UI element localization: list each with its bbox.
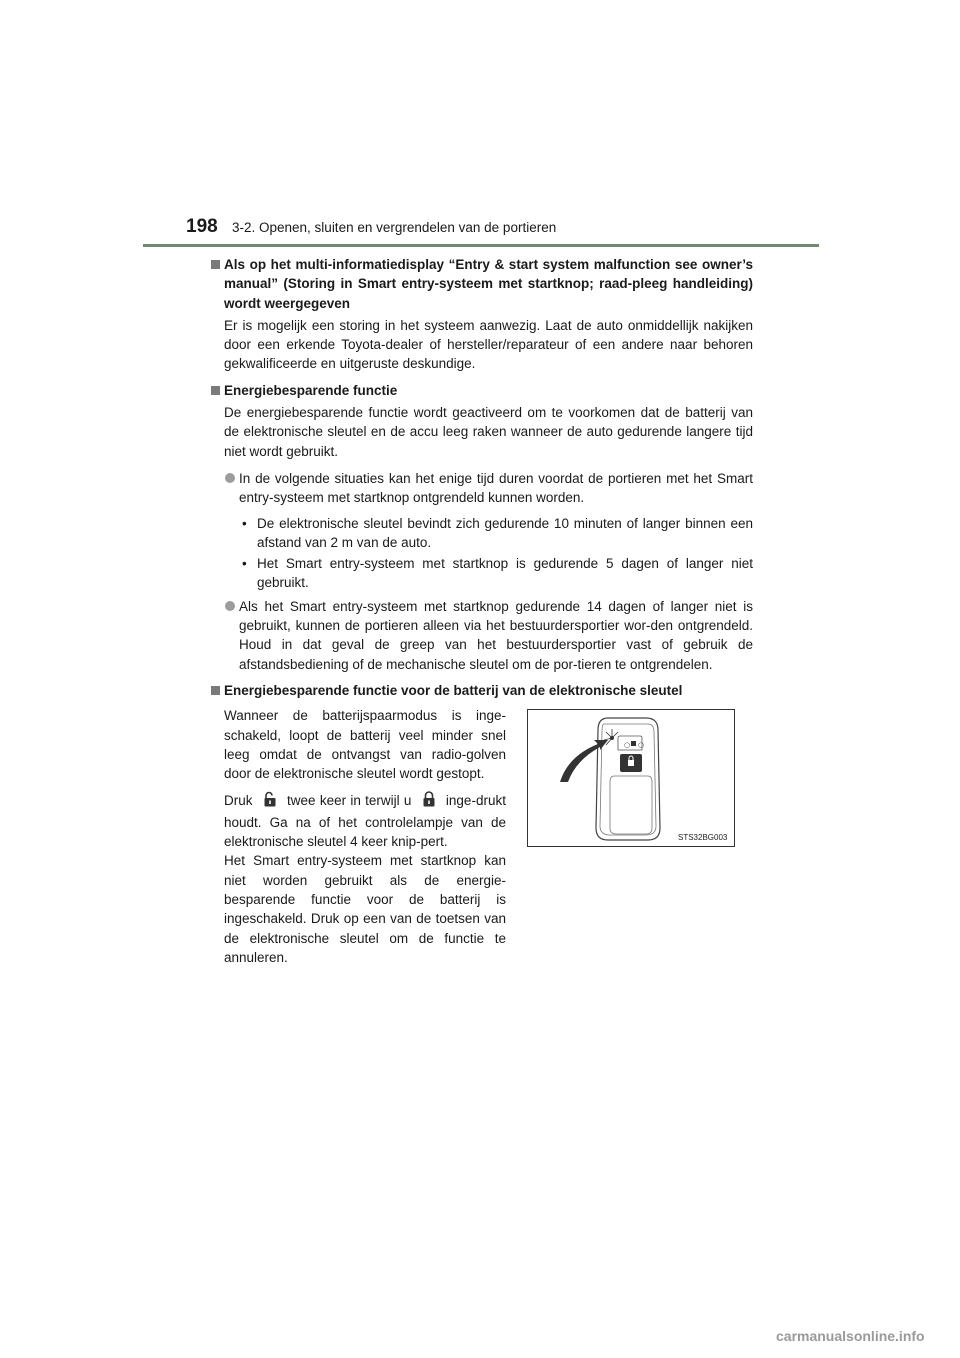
battery-saving-paragraph: Wanneer de batterijspaarmodus is inge-schakeld, loopt de batterij veel minder snel leeg omdat de ontvangst van radio-golven door de elektronische sleutel wordt gestopt.: [224, 708, 506, 782]
svg-text:○: ○: [624, 741, 631, 750]
page-content: [211, 255, 753, 1000]
key-battery-block: [211, 700, 753, 1000]
sub-bullet-item: • De elektronische sleutel bevindt zich gedurende 10 minuten of langer binnen een afstand van 2 m van de auto.: [242, 515, 753, 550]
section-heading-energy-saving: Energiebesparende functie: [211, 381, 753, 400]
malfunction-paragraph: Er is mogelijk een storing in het systeem aanwezig. Laat de auto onmiddellijk nakijken door een erkende Toyota-dealer of hersteller/reparateur of een andere naar behoren gekwalificeerde en uitgeruste deskundige.: [224, 317, 753, 372]
section-title: 3-2. Openen, sluiten en vergrendelen van de portieren: [232, 220, 557, 235]
square-bullet-icon: [211, 686, 220, 695]
circle-bullet-icon: [225, 601, 235, 611]
key-fob-drawing: [528, 710, 734, 846]
circle-bullet-icon: [225, 473, 235, 483]
header-divider: [143, 244, 819, 247]
key-battery-text: [224, 706, 506, 975]
page-number: 198: [186, 216, 218, 237]
page-header: [186, 216, 826, 246]
lock-icon: [422, 791, 436, 812]
sub-bullet-item: • Het Smart entry-systeem met startknop is gedurende 5 dagen of langer niet gebruikt.: [242, 556, 753, 591]
watermark: carmanualsonline.info: [776, 1328, 925, 1344]
dot-marker: •: [242, 556, 247, 572]
cancel-paragraph: Het Smart entry-systeem met startknop kan niet worden gebruikt als de energie-besparende functie voor de batterij is ingeschakeld. Druk op een van de toetsen van de elektronische sleutel om de functie te annuleren.: [224, 853, 506, 965]
section-heading-key-battery: Energiebesparende functie voor de batterij van de elektronische sleutel: [211, 681, 753, 700]
figure-code: STS32BG003: [678, 833, 728, 843]
key-fob-illustration: [527, 709, 735, 847]
bullet-item: Als het Smart entry-systeem met startknop gedurende 14 dagen of langer niet is gebruikt, kunnen de portieren alleen via het bestuurdersportier wor-den ontgrendeld. Houd in dat geval de greep van het bestuurdersportier vast of gebruik de afstandsbediening of de mechanische sleutel om de por-tieren te ontgrendelen.: [211, 597, 753, 674]
section-heading-malfunction: Als op het multi-informatiedisplay “Entry & start system malfunction see owner’s manual” (Storing in Smart entry-systeem met startknop; raad-pleeg handleiding) wordt weergegeven: [211, 255, 753, 313]
square-bullet-icon: [211, 386, 220, 395]
activation-paragraph: Druk twee keer in terwijl u inge-drukt houdt. Ga na of het controlelampje van de elektronische sleutel 4 keer knip-pert.: [224, 793, 506, 850]
bullet-item: In de volgende situaties kan het enige tijd duren voordat de portieren met het Smart entry-systeem met startknop ontgrendeld kunnen worden.: [211, 469, 753, 508]
square-bullet-icon: [211, 260, 220, 269]
energy-saving-paragraph: De energiebesparende functie wordt geactiveerd om te voorkomen dat de batterij van de elektronische sleutel en de accu leeg raken wanneer de auto gedurende langere tijd niet wordt gebruikt.: [224, 405, 753, 459]
dot-marker: •: [242, 515, 247, 531]
unlock-icon: [263, 791, 277, 812]
svg-text:○: ○: [638, 741, 645, 750]
